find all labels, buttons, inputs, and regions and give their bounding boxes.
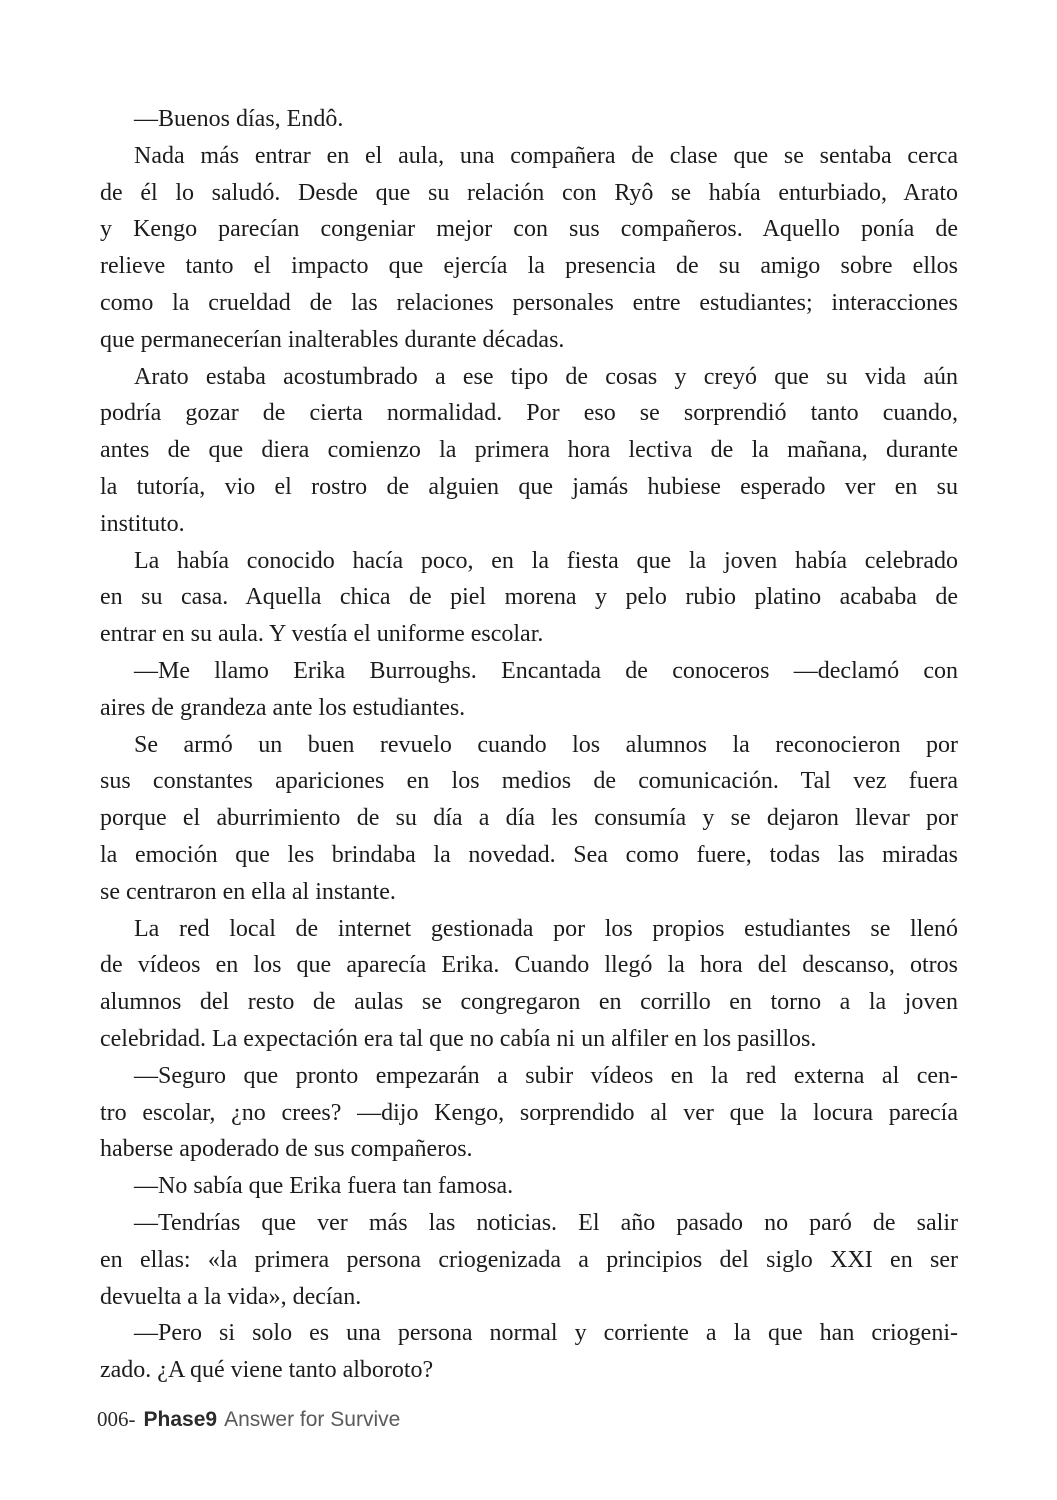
text-line: —Pero si solo es una persona normal y corriente a la que han criogeni- (134, 1320, 958, 1347)
text-line: zado. ¿A qué viene tanto alboroto? (100, 1357, 434, 1384)
text-line: podría gozar de cierta normalidad. Por eso se sorprendió tanto cuando, (100, 400, 958, 427)
footer-chapter-title: Answer for Survive (224, 1408, 401, 1431)
text-line: Nada más entrar en el aula, una compañera de clase que se sentaba cerca (134, 142, 958, 169)
text-line: se centraron en ella al instante. (100, 878, 396, 905)
text-line: —Tendrías que ver más las noticias. El año pasado no paró de salir (134, 1209, 958, 1236)
text-line: entrar en su aula. Y vestía el uniforme escolar. (100, 621, 544, 648)
text-line: relieve tanto el impacto que ejercía la presencia de su amigo sobre ellos (100, 253, 958, 280)
text-line: la emoción que les brindaba la novedad. Sea como fuere, todas las miradas (100, 841, 958, 868)
text-block (100, 101, 958, 1389)
text-line: tro escolar, ¿no crees? —dijo Kengo, sorprendido al ver que la locura parecía (100, 1099, 958, 1126)
text-line: aires de grandeza ante los estudiantes. (100, 694, 466, 721)
text-line: La había conocido hacía poco, en la fiesta que la joven había celebrado (134, 547, 958, 574)
text-line: en su casa. Aquella chica de piel morena y pelo rubio platino acababa de (100, 584, 958, 611)
text-line: que permanecerían inalterables durante décadas. (100, 326, 565, 353)
text-line: porque el aburrimiento de su día a día les consumía y se dejaron llevar por (100, 805, 958, 832)
text-line: y Kengo parecían congeniar mejor con sus compañeros. Aquello ponía de (100, 216, 958, 243)
footer-phase-label: Phase9 (143, 1408, 218, 1431)
text-line: —Buenos días, Endô. (134, 106, 344, 132)
text-line: Se armó un buen revuelo cuando los alumnos la reconocieron por (134, 731, 958, 758)
text-line: instituto. (100, 510, 185, 537)
text-line: La red local de internet gestionada por los propios estudiantes se llenó (134, 915, 958, 942)
text-line: antes de que diera comienzo la primera hora lectiva de la mañana, durante (100, 437, 958, 464)
text-line: sus constantes apariciones en los medios de comunicación. Tal vez fuera (100, 768, 958, 795)
text-line: como la crueldad de las relaciones personales entre estudiantes; interacciones (100, 289, 958, 316)
text-line: en ellas: «la primera persona criogenizada a principios del siglo XXI en ser (100, 1246, 958, 1273)
text-line: de vídeos en los que aparecía Erika. Cuando llegó la hora del descanso, otros (100, 952, 958, 979)
text-line: la tutoría, vio el rostro de alguien que jamás hubiese esperado ver en su (100, 473, 958, 500)
text-line: alumnos del resto de aulas se congregaron en corrillo en torno a la joven (100, 989, 958, 1016)
text-line: —No sabía que Erika fuera tan famosa. (134, 1173, 514, 1200)
text-line: —Me llamo Erika Burroughs. Encantada de conoceros —declamó con (134, 657, 958, 684)
page-number: 006- (97, 1407, 136, 1431)
text-line: de él lo saludó. Desde que su relación con Ryô se había enturbiado, Arato (100, 179, 958, 206)
page-footer (97, 1404, 400, 1434)
text-line: celebridad. La expectación era tal que no cabía ni un alfiler en los pasillos. (100, 1025, 817, 1052)
text-line: Arato estaba acostumbrado a ese tipo de cosas y creyó que su vida aún (134, 363, 958, 390)
text-line: devuelta a la vida», decían. (100, 1283, 362, 1310)
text-line: haberse apoderado de sus compañeros. (100, 1136, 473, 1163)
text-line: —Seguro que pronto empezarán a subir vídeos en la red externa al cen- (134, 1062, 958, 1089)
